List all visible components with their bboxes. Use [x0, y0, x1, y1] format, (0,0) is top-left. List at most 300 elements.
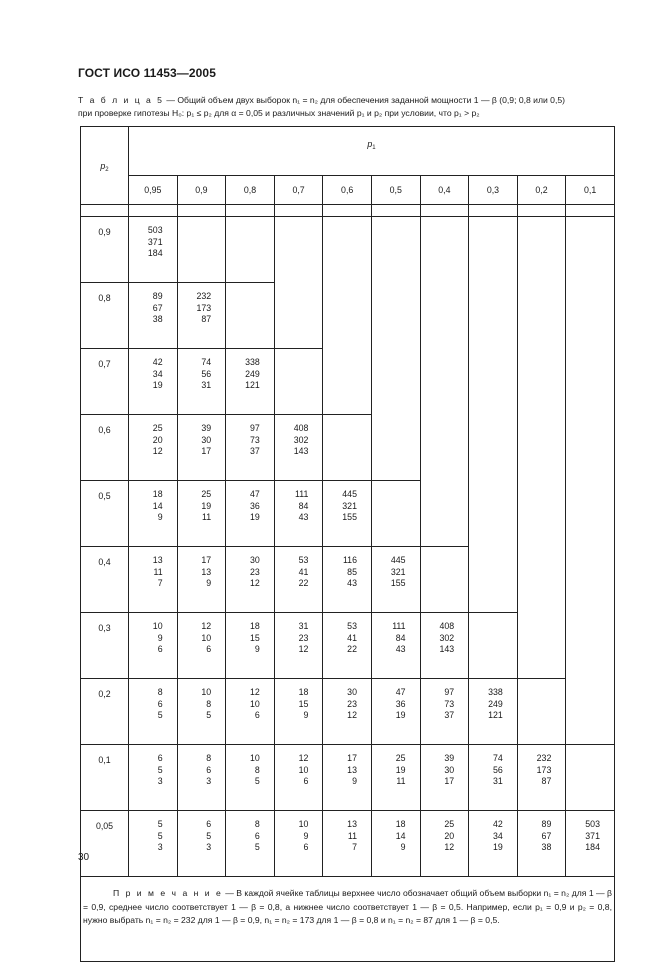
table-row: [81, 745, 615, 811]
sample-size-value: 11: [202, 512, 212, 522]
sample-size-value: 11: [396, 776, 406, 786]
value-cell: [129, 745, 178, 811]
sample-size-value: 19: [201, 500, 212, 511]
sample-size-value: 14: [395, 830, 406, 841]
sample-size-value: 25: [395, 753, 406, 763]
sample-size-value: 37: [249, 446, 260, 456]
sample-size-value: 13: [201, 566, 212, 577]
sample-size-value: 17: [347, 753, 357, 763]
page-number: 30: [78, 852, 90, 863]
sample-size-value: 5: [206, 710, 212, 720]
sample-size-value: 11: [153, 566, 163, 577]
sample-size-value: 5: [157, 819, 163, 829]
value-cell: [129, 415, 178, 481]
empty-cell: [420, 283, 469, 349]
row-label: 0,9: [81, 217, 129, 283]
sample-size-value: 6: [206, 764, 212, 775]
empty-cell: [469, 547, 518, 613]
sample-size-value: 445: [342, 489, 357, 499]
sample-size-value: 8: [206, 753, 212, 763]
row-label: 0,7: [81, 349, 129, 415]
sample-size-value: 23: [298, 632, 309, 643]
sample-size-value: 23: [249, 566, 260, 577]
sample-size-value: 6: [157, 753, 163, 763]
sample-size-value: 121: [245, 380, 260, 390]
empty-cell: [566, 415, 615, 481]
empty-cell: [469, 217, 518, 283]
sample-size-value: 408: [439, 621, 455, 631]
spacer-cell: [566, 205, 615, 217]
sample-size-value: 15: [249, 632, 260, 643]
sample-size-value: 67: [152, 302, 163, 313]
sample-size-value: 97: [444, 687, 455, 697]
value-cell: [420, 811, 469, 877]
value-cell: [129, 283, 178, 349]
sample-size-value: 8: [206, 698, 212, 709]
empty-cell: [274, 217, 323, 283]
caption-line-2: при проверке гипотезы H₀: p₁ ≤ p₂ для α = 0,05 и различных значений p₁ и p₂ при условии, что p₁ > p₂: [78, 108, 480, 118]
value-cell: [371, 679, 420, 745]
table-row: [81, 415, 615, 481]
spacer-cell: [517, 205, 566, 217]
value-cell: [566, 811, 615, 877]
sample-size-value: 17: [444, 776, 455, 786]
value-cell: [323, 679, 372, 745]
value-cell: [517, 745, 566, 811]
sample-size-value: 6: [303, 842, 309, 852]
value-cell: [323, 547, 372, 613]
value-cell: [323, 811, 372, 877]
value-cell: [226, 679, 275, 745]
sample-size-value: 10: [298, 764, 309, 775]
sample-size-value: 503: [585, 819, 600, 829]
empty-cell: [517, 613, 566, 679]
value-cell: [469, 745, 518, 811]
empty-cell: [420, 349, 469, 415]
sample-size-value: 39: [201, 423, 212, 433]
sample-size-value: 321: [342, 500, 357, 511]
row-label: 0,3: [81, 613, 129, 679]
sample-size-value: 23: [347, 698, 357, 709]
sample-size-value: 74: [492, 753, 503, 763]
sample-size-value: 5: [157, 830, 163, 841]
value-cell: [226, 547, 275, 613]
sample-size-value: 39: [444, 753, 455, 763]
sample-size-value: 17: [201, 555, 212, 565]
value-cell: [274, 745, 323, 811]
value-cell: [226, 745, 275, 811]
value-cell: [371, 547, 420, 613]
sample-size-value: 18: [298, 687, 309, 697]
sample-size-value: 19: [249, 512, 260, 522]
empty-cell: [469, 415, 518, 481]
value-cell: [177, 481, 226, 547]
sample-size-value: 249: [245, 368, 260, 379]
sample-size-value: 12: [249, 687, 260, 697]
table-row: [81, 349, 615, 415]
sample-size-value: 42: [152, 357, 163, 367]
table-row: [81, 811, 615, 877]
table-row: [81, 481, 615, 547]
sample-size-value: 6: [206, 644, 212, 654]
value-cell: [274, 415, 323, 481]
row-label: 0,6: [81, 415, 129, 481]
value-cell: [177, 811, 226, 877]
sample-size-value: 12: [249, 578, 260, 588]
spacer-cell: [420, 205, 469, 217]
sample-size-value: 371: [585, 830, 600, 841]
empty-cell: [469, 613, 518, 679]
sample-size-value: 97: [249, 423, 260, 433]
sample-size-value: 173: [536, 764, 552, 775]
note-body: — В каждой ячейке таблицы верхнее число обозначает общий объем выборки n₁ = n₂ для 1 — β = 0,9, среднее число соответствует 1 — β = 0,8, а нижнее число соответствует 1 — β = 0,5. Например, если p₁ = 0,9 и p₂ = 0,8, нужно выбрать n₁ = n₂ = 232 для 1 — β = 0,9, n₁ = n₂ = 173 для 1 — β = 0,8 и n₁ = n₂ = 87 для 1 — β = 0,5.: [83, 888, 612, 925]
sample-size-value: 43: [298, 512, 309, 522]
sample-size-value: 12: [347, 710, 357, 720]
sample-size-value: 67: [541, 830, 552, 841]
sample-size-value: 10: [249, 753, 260, 763]
sample-size-value: 7: [157, 578, 163, 588]
sample-size-value: 30: [347, 687, 357, 697]
row-header-p2: [81, 127, 129, 205]
sample-size-value: 321: [390, 566, 406, 577]
sample-size-value: 5: [206, 830, 212, 841]
empty-cell: [177, 217, 226, 283]
empty-cell: [226, 283, 275, 349]
value-cell: [177, 415, 226, 481]
sample-size-value: 41: [298, 566, 309, 577]
value-cell: [420, 745, 469, 811]
spacer-cell: [129, 205, 178, 217]
sample-size-value: 22: [347, 644, 357, 654]
caption-line-1: — Общий объем двух выборок n₁ = n₂ для обеспечения заданной мощности 1 — β (0,9; 0,8 или 0,5): [163, 95, 565, 105]
empty-cell: [566, 349, 615, 415]
sample-size-value: 22: [298, 578, 309, 588]
empty-cell: [517, 547, 566, 613]
empty-cell: [566, 547, 615, 613]
column-header: 0,5: [371, 176, 420, 205]
sample-size-value: 6: [206, 819, 212, 829]
value-cell: [226, 811, 275, 877]
value-cell: [129, 217, 178, 283]
empty-cell: [371, 481, 420, 547]
sample-size-value: 56: [201, 368, 212, 379]
sample-size-value: 9: [400, 842, 406, 852]
spacer-cell: [226, 205, 275, 217]
sample-size-value: 9: [352, 776, 357, 786]
sample-size-value: 37: [444, 710, 455, 720]
sample-size-value: 302: [439, 632, 455, 643]
empty-cell: [566, 217, 615, 283]
sample-size-value: 111: [295, 489, 309, 499]
value-cell: [469, 679, 518, 745]
sample-size-value: 73: [444, 698, 455, 709]
sample-size-value: 34: [152, 368, 163, 379]
sample-size-value: 6: [254, 830, 260, 841]
row-label: 0,4: [81, 547, 129, 613]
note-text: [83, 887, 612, 928]
value-cell: [517, 811, 566, 877]
value-cell: [177, 349, 226, 415]
sample-size-value: 18: [395, 819, 406, 829]
sample-size-value: 18: [249, 621, 260, 631]
sample-size-value: 5: [157, 710, 163, 720]
sample-size-value: 9: [206, 578, 212, 588]
sample-size-value: 10: [152, 621, 163, 631]
empty-cell: [371, 283, 420, 349]
empty-cell: [566, 481, 615, 547]
sample-size-value: 36: [249, 500, 260, 511]
value-cell: [177, 613, 226, 679]
sample-size-value: 155: [390, 578, 406, 588]
sample-size-value: 47: [249, 489, 260, 499]
column-header: 0,8: [226, 176, 275, 205]
sample-size-value: 20: [444, 830, 455, 841]
column-group-header-p1: [129, 127, 615, 176]
value-cell: [226, 481, 275, 547]
sample-size-value: 3: [157, 776, 163, 786]
value-cell: [420, 679, 469, 745]
sample-size-value: 36: [395, 698, 406, 709]
sample-size-value: 13: [152, 555, 163, 565]
empty-cell: [517, 349, 566, 415]
spacer-cell: [371, 205, 420, 217]
empty-cell: [566, 283, 615, 349]
value-cell: [469, 811, 518, 877]
sample-size-value: 116: [342, 555, 357, 565]
empty-cell: [226, 217, 275, 283]
column-header: 0,3: [469, 176, 518, 205]
sample-size-value: 74: [201, 357, 212, 367]
sample-size-value: 6: [303, 776, 309, 786]
sample-size-value: 43: [347, 578, 357, 588]
sample-size-value: 25: [152, 423, 163, 433]
table-row: [81, 547, 615, 613]
sample-size-value: 31: [298, 621, 309, 631]
sample-size-value: 5: [254, 842, 260, 852]
sample-size-value: 20: [152, 434, 163, 445]
column-header: 0,6: [323, 176, 372, 205]
sample-size-value: 87: [201, 314, 212, 324]
sample-size-value: 13: [347, 764, 357, 775]
p1-label: $p_1$: [367, 139, 376, 151]
empty-cell: [323, 349, 372, 415]
sample-size-value: 12: [298, 644, 309, 654]
sample-size-value: 31: [201, 380, 212, 390]
row-label: 0,05: [81, 811, 129, 877]
empty-cell: [517, 679, 566, 745]
value-cell: [177, 283, 226, 349]
sample-size-value: 10: [298, 819, 309, 829]
empty-cell: [371, 217, 420, 283]
sample-size-value: 8: [254, 819, 260, 829]
sample-size-value: 371: [147, 236, 163, 247]
sample-size-value: 302: [293, 434, 309, 445]
value-cell: [129, 547, 178, 613]
sample-size-value: 30: [444, 764, 455, 775]
value-cell: [129, 613, 178, 679]
sample-size-value: 87: [541, 776, 552, 786]
spacer-cell: [177, 205, 226, 217]
value-cell: [274, 481, 323, 547]
sample-size-value: 5: [254, 776, 260, 786]
sample-size-value: 10: [201, 687, 212, 697]
value-cell: [177, 679, 226, 745]
sample-size-value: 12: [298, 753, 309, 763]
sample-size-value: 9: [303, 710, 309, 720]
sample-size-value: 31: [492, 776, 503, 786]
empty-cell: [371, 415, 420, 481]
caption-label: Т а б л и ц а 5: [78, 95, 164, 105]
sample-size-value: 12: [201, 621, 212, 631]
sample-size-value: 408: [293, 423, 309, 433]
sample-size-value: 338: [245, 357, 260, 367]
value-cell: [129, 481, 178, 547]
empty-cell: [420, 217, 469, 283]
value-cell: [371, 613, 420, 679]
sample-size-value: 19: [395, 710, 406, 720]
sample-size-value: 84: [395, 632, 406, 643]
sample-size-value: 7: [352, 842, 357, 852]
empty-cell: [566, 745, 615, 811]
row-label: 0,5: [81, 481, 129, 547]
spacer-cell: [469, 205, 518, 217]
empty-cell: [566, 679, 615, 745]
sample-size-value: 43: [395, 644, 406, 654]
sample-size-value: 11: [347, 830, 357, 841]
sample-size-value: 9: [254, 644, 260, 654]
sample-size-value: 15: [298, 698, 309, 709]
sample-size-value: 84: [298, 500, 309, 511]
sample-size-value: 34: [492, 830, 503, 841]
sample-size-value: 13: [347, 819, 357, 829]
document-title: ГОСТ ИСО 11453—2005: [78, 66, 216, 80]
sample-size-value: 9: [303, 830, 309, 841]
sample-size-value: 9: [157, 632, 163, 643]
value-cell: [323, 613, 372, 679]
empty-cell: [323, 283, 372, 349]
sample-size-value: 10: [201, 632, 212, 643]
sample-size-value: 41: [347, 632, 357, 643]
column-header: 0,2: [517, 176, 566, 205]
value-cell: [274, 811, 323, 877]
sample-size-value: 121: [488, 710, 503, 720]
value-cell: [226, 349, 275, 415]
sample-size-value: 184: [147, 248, 163, 258]
empty-cell: [517, 217, 566, 283]
table-row: [81, 217, 615, 283]
sample-size-value: 19: [152, 380, 163, 390]
table-row: [81, 613, 615, 679]
empty-cell: [323, 415, 372, 481]
sample-size-value: 30: [201, 434, 212, 445]
column-header: 0,9: [177, 176, 226, 205]
empty-cell: [274, 283, 323, 349]
sample-size-value: 17: [201, 446, 212, 456]
sample-size-value: 445: [390, 555, 406, 565]
sample-size-value: 184: [585, 842, 600, 852]
sample-size-value: 42: [492, 819, 503, 829]
sample-size-value: 19: [395, 764, 406, 775]
empty-cell: [469, 283, 518, 349]
sample-size-value: 249: [488, 698, 503, 709]
sample-size-value: 173: [196, 302, 212, 313]
spacer-cell: [323, 205, 372, 217]
value-cell: [323, 745, 372, 811]
value-cell: [129, 811, 178, 877]
spacer-cell: [274, 205, 323, 217]
sample-size-value: 47: [395, 687, 406, 697]
p2-label: $p_2$: [100, 160, 109, 173]
value-cell: [129, 679, 178, 745]
value-cell: [226, 415, 275, 481]
value-cell: [274, 547, 323, 613]
sample-size-value: 111: [392, 621, 406, 631]
table-row: [81, 679, 615, 745]
sample-size-value: 3: [206, 776, 212, 786]
empty-cell: [566, 613, 615, 679]
sample-size-value: 89: [152, 291, 163, 301]
value-cell: [274, 679, 323, 745]
row-label: 0,1: [81, 745, 129, 811]
value-cell: [274, 613, 323, 679]
spacer-cell: [81, 205, 129, 217]
row-label: 0,8: [81, 283, 129, 349]
empty-cell: [420, 547, 469, 613]
column-header: 0,95: [129, 176, 178, 205]
sample-size-value: 30: [249, 555, 260, 565]
sample-size-value: 338: [488, 687, 503, 697]
value-cell: [371, 811, 420, 877]
note-label: П р и м е ч а н и е: [113, 888, 223, 898]
sample-size-value: 155: [342, 512, 357, 522]
sample-size-value: 232: [196, 291, 212, 301]
empty-cell: [274, 349, 323, 415]
sample-size-value: 14: [152, 500, 163, 511]
sample-size-value: 503: [147, 225, 163, 235]
sample-size-value: 3: [206, 842, 212, 852]
row-label: 0,2: [81, 679, 129, 745]
empty-cell: [517, 283, 566, 349]
sample-size-value: 25: [444, 819, 455, 829]
empty-cell: [371, 349, 420, 415]
sample-size-value: 143: [439, 644, 455, 654]
empty-cell: [323, 217, 372, 283]
sample-size-value: 6: [254, 710, 260, 720]
sample-size-value: 232: [536, 753, 552, 763]
empty-cell: [420, 481, 469, 547]
table-caption: [78, 94, 618, 120]
sample-size-value: 12: [152, 446, 163, 456]
empty-cell: [469, 349, 518, 415]
value-cell: [226, 613, 275, 679]
value-cell: [371, 745, 420, 811]
sample-size-value: 6: [157, 644, 163, 654]
column-header: 0,1: [566, 176, 615, 205]
sample-size-value: 12: [444, 842, 455, 852]
sample-size-value: 73: [249, 434, 260, 445]
note-row: [81, 877, 615, 962]
column-header: 0,4: [420, 176, 469, 205]
value-cell: [323, 481, 372, 547]
sample-size-value: 25: [201, 489, 212, 499]
sample-size-value: 8: [254, 764, 260, 775]
empty-cell: [420, 415, 469, 481]
sample-size-value: 18: [152, 489, 163, 499]
sample-size-value: 38: [152, 314, 163, 324]
sample-size-value: 143: [293, 446, 309, 456]
sample-size-value: 56: [492, 764, 503, 775]
sample-size-value: 53: [298, 555, 309, 565]
